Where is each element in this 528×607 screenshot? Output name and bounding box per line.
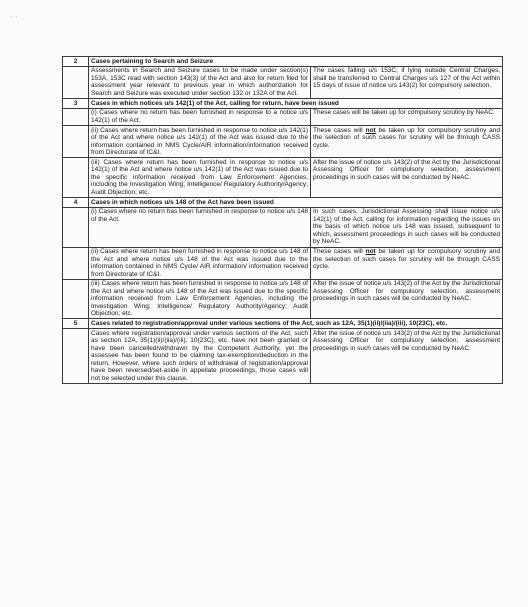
table-row (63, 158, 503, 198)
case-description: (i) Cases where no return has been furnished in response to notice u/s 148 of the Act. (89, 207, 311, 247)
table-row (63, 279, 503, 319)
table-row (63, 247, 503, 279)
blank-cell (63, 207, 89, 247)
table-row (63, 207, 503, 247)
case-description: (iii) Cases where return has been furnished in response to notice u/s 142(1) of the Act and where notice u/s 142(1) of the Act was issued due to the specific information received from Law Enforcement Agencies, including the Investigation Wing; Intelligence/ Regulatory Authority/Agency; Audit Objection; etc. (89, 158, 311, 198)
table-row (63, 66, 503, 98)
case-action: After the issue of notice u/s 143(2) of the Act by the Jurisdictional Assessing Officer for compulsory selection, assessment proceedings in such cases will be conducted by NeAC. (311, 279, 503, 319)
blank-cell (63, 66, 89, 98)
emphasis-not: not (365, 126, 376, 134)
blank-cell (63, 158, 89, 198)
case-action: In such cases, Jurisdictional Assessing shall issue notice u/s 142(1) of the Act, calling for information regarding the issues on the basis of which notice u/s 148 was issued, subsequent to which, assessment proceedings in such cases will be conducted by NeAC. (311, 207, 503, 247)
table-row (63, 329, 503, 384)
case-description: (iii) Cases where return has been furnished in response to notice u/s 148 of the Act and where notice u/s 148 of the Act was issued due to the specific information received from Law Enforcement Agencies, including the Investigation Wing; Intelligence/ Regulatory Authority/Agency; Audit Objection; etc. (89, 279, 311, 319)
table-row (63, 126, 503, 158)
case-action (311, 247, 503, 279)
section-5-header (63, 319, 503, 329)
case-description: Assessments in Search and Seizure cases to be made under section(s) 153A, 153C read with section 143(3) of the Act and also for return filed for assessment year relevant to previous year in which authorization for Search and Seizure was executed under section 132 or 132A of the Act. (89, 66, 311, 98)
section-title: Cases in which notices u/s 148 of the Act have been issued (89, 198, 503, 208)
case-description: (ii) Cases where return has been furnished in response to notice u/s 148 of the Act and where notice u/s 148 of the Act was issued due to the information contained in NMS Cycle/ AIR information/ information received from Directorate of IC&I. (89, 247, 311, 279)
blank-cell (63, 279, 89, 319)
blank-cell (63, 329, 89, 384)
emphasis-not: not (365, 248, 376, 256)
section-3-header (63, 99, 503, 109)
case-description: (i) Cases where no return has been furnished in response to a notice u/s 142(1) of the Act. (89, 108, 311, 125)
case-action: After the issue of notice u/s 143(2) of the Act by the Jurisdictional Assessing Officer for compulsory selection, assessment proceedings in such cases will be conducted by NeAC. (311, 329, 503, 384)
action-text: be taken up for compulsory scrutiny and the selection of such cases for scrutiny will be through CASS cycle. (313, 248, 501, 271)
case-action: The cases falling u/s 153C, if lying outside Central Charges, shall be transferred to Central Charges u/s 127 of the Act within 15 days of issue of notice u/s 143(2) for compulsory selection. (311, 66, 503, 98)
blank-cell (63, 247, 89, 279)
scan-speck: · · (10, 12, 18, 21)
section-4-header (63, 198, 503, 208)
section-number: 3 (63, 99, 89, 109)
table-row (63, 108, 503, 125)
section-number: 2 (63, 57, 89, 67)
case-action: After the issue of notice u/s 143(2) of the Act by the Jurisdictional Assessing Officer for compulsory selection, assessment proceedings in such cases will be conducted by NeAC. (311, 158, 503, 198)
section-title: Cases related to registration/approval under various sections of the Act, such as 12A, 35(1)(ii)/(iia)/(iii), 10(23C), etc. (89, 319, 503, 329)
action-text: These cases will (313, 126, 366, 134)
blank-cell (63, 108, 89, 125)
case-action: These cases will be taken up for compulsory scrutiny by NeAC. (311, 108, 503, 125)
scrutiny-criteria-table (62, 56, 503, 384)
case-description: Cases where registration/approval under various sections of the Act, such as section 12A, 35(1)(ii)/(iia)/(iii), 10(23C), etc. have not been granted or have been cancelled/withdrawn by the Competent Authority, yet the assessee has been found to be claiming tax-exemption/deduction in the return. However, where such orders of withdrawal of registration/approval have been reversed/set-aside in appellate proceedings, those cases will not be selected under this clause. (89, 329, 311, 384)
blank-cell (63, 126, 89, 158)
case-action (311, 126, 503, 158)
section-2-header (63, 57, 503, 67)
action-text: be taken up for compulsory scrutiny and the selection of such cases for scrutiny will be through CASS cycle. (313, 126, 501, 149)
action-text: These cases will (313, 248, 366, 256)
section-title: Cases in which notices u/s 142(1) of the Act, calling for return, have been issued (89, 99, 503, 109)
section-number: 5 (63, 319, 89, 329)
section-title: Cases pertaining to Search and Seizure (89, 57, 503, 67)
case-description: (ii) Cases where return has been furnished in response to notice u/s 142(1) of the Act and where notice u/s 142(1) of the Act was issued due to the information contained in NMS Cycle/AIR information/information received from Directorate of IC&I. (89, 126, 311, 158)
section-number: 4 (63, 198, 89, 208)
